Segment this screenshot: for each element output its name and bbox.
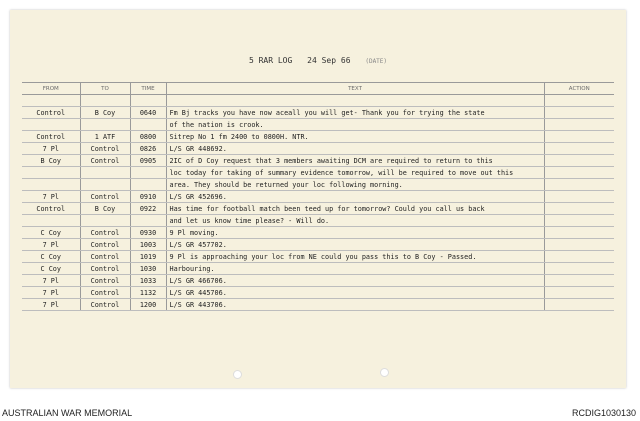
cell-from: 7 Pl	[22, 299, 80, 311]
unit-label: 5 RAR LOG	[248, 56, 293, 65]
cell-text: L/S GR 466706.	[166, 275, 544, 287]
cell-action	[544, 299, 614, 311]
cell-from: 7 Pl	[22, 239, 80, 251]
cell-time	[130, 179, 166, 191]
log-sheet	[10, 10, 626, 388]
cell-to: B Coy	[80, 203, 130, 215]
col-text: TEXT	[166, 83, 544, 95]
cell-text: 9 Pl is approaching your loc from NE could you pass this to B Coy - Passed.	[166, 251, 544, 263]
cell-action	[544, 239, 614, 251]
cell-from	[22, 167, 80, 179]
col-from: FROM	[22, 83, 80, 95]
cell-from: Control	[22, 107, 80, 119]
cell-action	[544, 275, 614, 287]
cell-action	[544, 227, 614, 239]
cell-time: 1003	[130, 239, 166, 251]
cell-to: Control	[80, 251, 130, 263]
cell-action	[544, 143, 614, 155]
table-row	[22, 143, 614, 155]
cell-text	[166, 95, 544, 107]
cell-from: 7 Pl	[22, 287, 80, 299]
table-row	[22, 299, 614, 311]
cell-to	[80, 215, 130, 227]
table-row	[22, 263, 614, 275]
cell-to: Control	[80, 275, 130, 287]
cell-text: L/S GR 443706.	[166, 299, 544, 311]
cell-from	[22, 95, 80, 107]
cell-action	[544, 203, 614, 215]
table-row	[22, 95, 614, 107]
cell-time: 1019	[130, 251, 166, 263]
table-row	[22, 239, 614, 251]
cell-from: 7 Pl	[22, 191, 80, 203]
cell-time: 0640	[130, 107, 166, 119]
cell-text: L/S GR 452696.	[166, 191, 544, 203]
cell-action	[544, 95, 614, 107]
cell-action	[544, 263, 614, 275]
cell-to: Control	[80, 227, 130, 239]
cell-to: Control	[80, 239, 130, 251]
cell-from	[22, 179, 80, 191]
cell-to: Control	[80, 299, 130, 311]
cell-time	[130, 215, 166, 227]
cell-to	[80, 167, 130, 179]
cell-to: Control	[80, 287, 130, 299]
table-row	[22, 107, 614, 119]
cell-text: loc today for taking of summary evidence tomorrow, will be required to move out this	[166, 167, 544, 179]
cell-time	[130, 95, 166, 107]
cell-text: 2IC of D Coy request that 3 members awaiting DCM are required to return to this	[166, 155, 544, 167]
date-caption: (DATE)	[365, 58, 388, 65]
log-body	[22, 95, 614, 311]
cell-action	[544, 131, 614, 143]
table-header-row	[22, 83, 614, 95]
table-row	[22, 179, 614, 191]
table-row	[22, 215, 614, 227]
cell-time	[130, 119, 166, 131]
cell-time: 1033	[130, 275, 166, 287]
col-action: ACTION	[544, 83, 614, 95]
cell-time: 1132	[130, 287, 166, 299]
cell-text: Harbouring.	[166, 263, 544, 275]
archive-reference: RCDIG1030130	[571, 408, 636, 418]
cell-text: Sitrep No 1 fm 2400 to 0800H. NTR.	[166, 131, 544, 143]
cell-time: 0800	[130, 131, 166, 143]
cell-action	[544, 119, 614, 131]
cell-time: 0930	[130, 227, 166, 239]
log-header	[10, 56, 626, 65]
cell-to: Control	[80, 263, 130, 275]
cell-time	[130, 167, 166, 179]
cell-to: Control	[80, 191, 130, 203]
cell-from: C Coy	[22, 263, 80, 275]
table-row	[22, 167, 614, 179]
cell-text: L/S GR 457702.	[166, 239, 544, 251]
cell-text: of the nation is crook.	[166, 119, 544, 131]
cell-time: 1030	[130, 263, 166, 275]
cell-from	[22, 119, 80, 131]
table-row	[22, 251, 614, 263]
cell-time: 1200	[130, 299, 166, 311]
cell-from: B Coy	[22, 155, 80, 167]
table-row	[22, 131, 614, 143]
cell-text: area. They should be returned your loc following morning.	[166, 179, 544, 191]
col-to: TO	[80, 83, 130, 95]
table-row	[22, 287, 614, 299]
punch-hole	[233, 370, 242, 379]
cell-to: Control	[80, 143, 130, 155]
cell-action	[544, 155, 614, 167]
cell-action	[544, 107, 614, 119]
col-time: TIME	[130, 83, 166, 95]
cell-from: C Coy	[22, 227, 80, 239]
table-row	[22, 119, 614, 131]
table-row	[22, 275, 614, 287]
cell-action	[544, 287, 614, 299]
cell-text: 9 Pl moving.	[166, 227, 544, 239]
cell-to	[80, 95, 130, 107]
cell-action	[544, 191, 614, 203]
cell-action	[544, 251, 614, 263]
table-row	[22, 227, 614, 239]
table-row	[22, 191, 614, 203]
cell-text: Has time for football match been teed up for tomorrow? Could you call us back	[166, 203, 544, 215]
cell-to	[80, 119, 130, 131]
cell-text: and let us know time please? - Will do.	[166, 215, 544, 227]
archive-credit: AUSTRALIAN WAR MEMORIAL	[2, 408, 133, 418]
cell-action	[544, 167, 614, 179]
cell-from: C Coy	[22, 251, 80, 263]
cell-from: 7 Pl	[22, 143, 80, 155]
cell-to: Control	[80, 155, 130, 167]
log-date: 24 Sep 66	[307, 56, 351, 65]
cell-to: B Coy	[80, 107, 130, 119]
cell-to: 1 ATF	[80, 131, 130, 143]
cell-time: 0922	[130, 203, 166, 215]
cell-from: Control	[22, 131, 80, 143]
cell-text: L/S GR 448692.	[166, 143, 544, 155]
cell-from: Control	[22, 203, 80, 215]
cell-action	[544, 215, 614, 227]
cell-from: 7 Pl	[22, 275, 80, 287]
cell-time: 0910	[130, 191, 166, 203]
cell-text: L/S GR 445706.	[166, 287, 544, 299]
cell-time: 0826	[130, 143, 166, 155]
message-log-table	[22, 82, 614, 311]
punch-hole	[380, 368, 389, 377]
cell-action	[544, 179, 614, 191]
cell-to	[80, 179, 130, 191]
table-row	[22, 203, 614, 215]
table-row	[22, 155, 614, 167]
cell-from	[22, 215, 80, 227]
cell-text: Fm Bj tracks you have now aceall you will get- Thank you for trying the state	[166, 107, 544, 119]
cell-time: 0905	[130, 155, 166, 167]
